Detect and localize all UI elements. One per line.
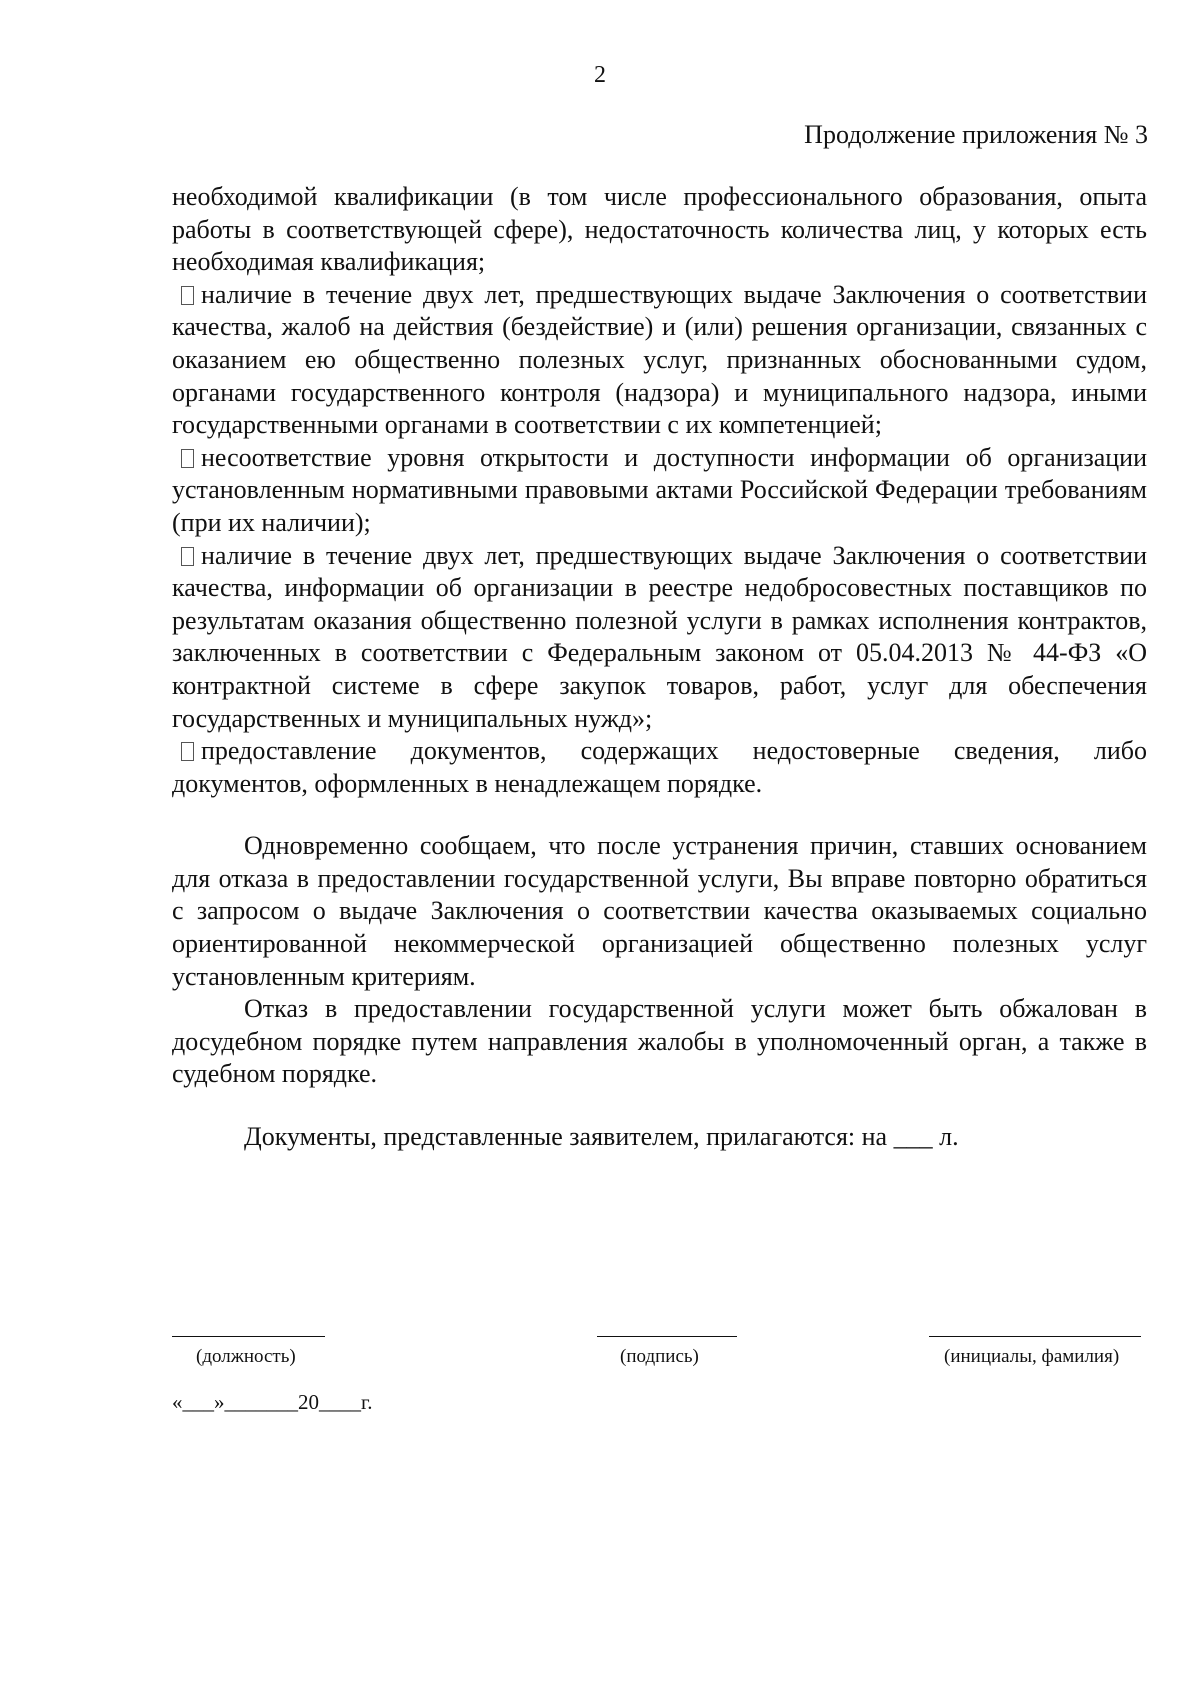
checkbox-item-text: наличие в течение двух лет, предшествующих выдаче Заключения о соответствии качества, информации об организации в реестре недобросовестных поставщиков по результатам оказания общественно полезной услуги в рамках исполнения контрактов, заключенных в соответствии с Федеральным законом от 05.04.2013 № 44-ФЗ «О контрактной системе в сфере закупок товаров, работ, услуг для обеспечения государственных и муниципальных нужд»;	[172, 540, 1147, 733]
checkbox-icon[interactable]	[181, 742, 194, 761]
name-signature-line	[929, 1336, 1141, 1337]
checkbox-item-openness	[172, 442, 1147, 540]
paragraph-reapply-notice: Одновременно сообщаем, что после устранения причин, ставших основанием для отказа в предоставлении государственной услуги, Вы вправе повторно обратиться с запросом о выдаче Заключения о соответствии качества оказываемых социально ориентированной некоммерческой организацией общественно полезных услуг установленным критериям.	[172, 831, 1147, 991]
page-number: 2	[594, 62, 606, 88]
signature-block	[0, 1336, 1200, 1396]
checkbox-item-text: наличие в течение двух лет, предшествующих выдаче Заключения о соответствии качества, жалоб на действия (бездействие) и (или) решения организации, связанных с оказанием ею общественно полезных услуг, признанных обоснованными судом, органами государственного контроля (надзора) и муниципального надзора, иными государственными органами в соответствии с их компетенцией;	[172, 279, 1147, 440]
checkbox-item-documents	[172, 735, 1147, 800]
paragraph-continuation: необходимой квалификации (в том числе профессионального образования, опыта работы в соответствующей сфере), недостаточность количества лиц, у которых есть необходимая квалификация;	[172, 182, 1147, 277]
position-label: (должность)	[196, 1346, 296, 1367]
paragraph-appeal-notice: Отказ в предоставлении государственной услуги может быть обжалован в досудебном порядке путем направления жалобы в уполномоченный орган, а также в судебном порядке.	[172, 994, 1147, 1089]
position-signature-line	[172, 1336, 325, 1337]
date-field: «___»_______20____г.	[172, 1390, 373, 1414]
checkbox-icon[interactable]	[181, 449, 194, 468]
checkbox-item-text: предоставление документов, содержащих недостоверные сведения, либо документов, оформленных в ненадлежащем порядке.	[172, 736, 1147, 798]
paragraph-attachments: Документы, представленные заявителем, прилагаются: на ___ л.	[244, 1122, 959, 1152]
signature-line	[597, 1336, 737, 1337]
signature-label: (подпись)	[620, 1346, 699, 1367]
checkbox-icon[interactable]	[181, 547, 194, 566]
document-body	[172, 181, 1147, 1154]
checkbox-icon[interactable]	[181, 286, 194, 305]
name-label: (инициалы, фамилия)	[944, 1346, 1120, 1367]
checkbox-item-text: несоответствие уровня открытости и доступности информации об организации установленным нормативными правовыми актами Российской Федерации требованиям (при их наличии);	[172, 442, 1147, 537]
checkbox-item-registry	[172, 540, 1147, 736]
checkbox-item-complaints	[172, 279, 1147, 442]
appendix-note: Продолжение приложения № 3	[804, 120, 1148, 149]
